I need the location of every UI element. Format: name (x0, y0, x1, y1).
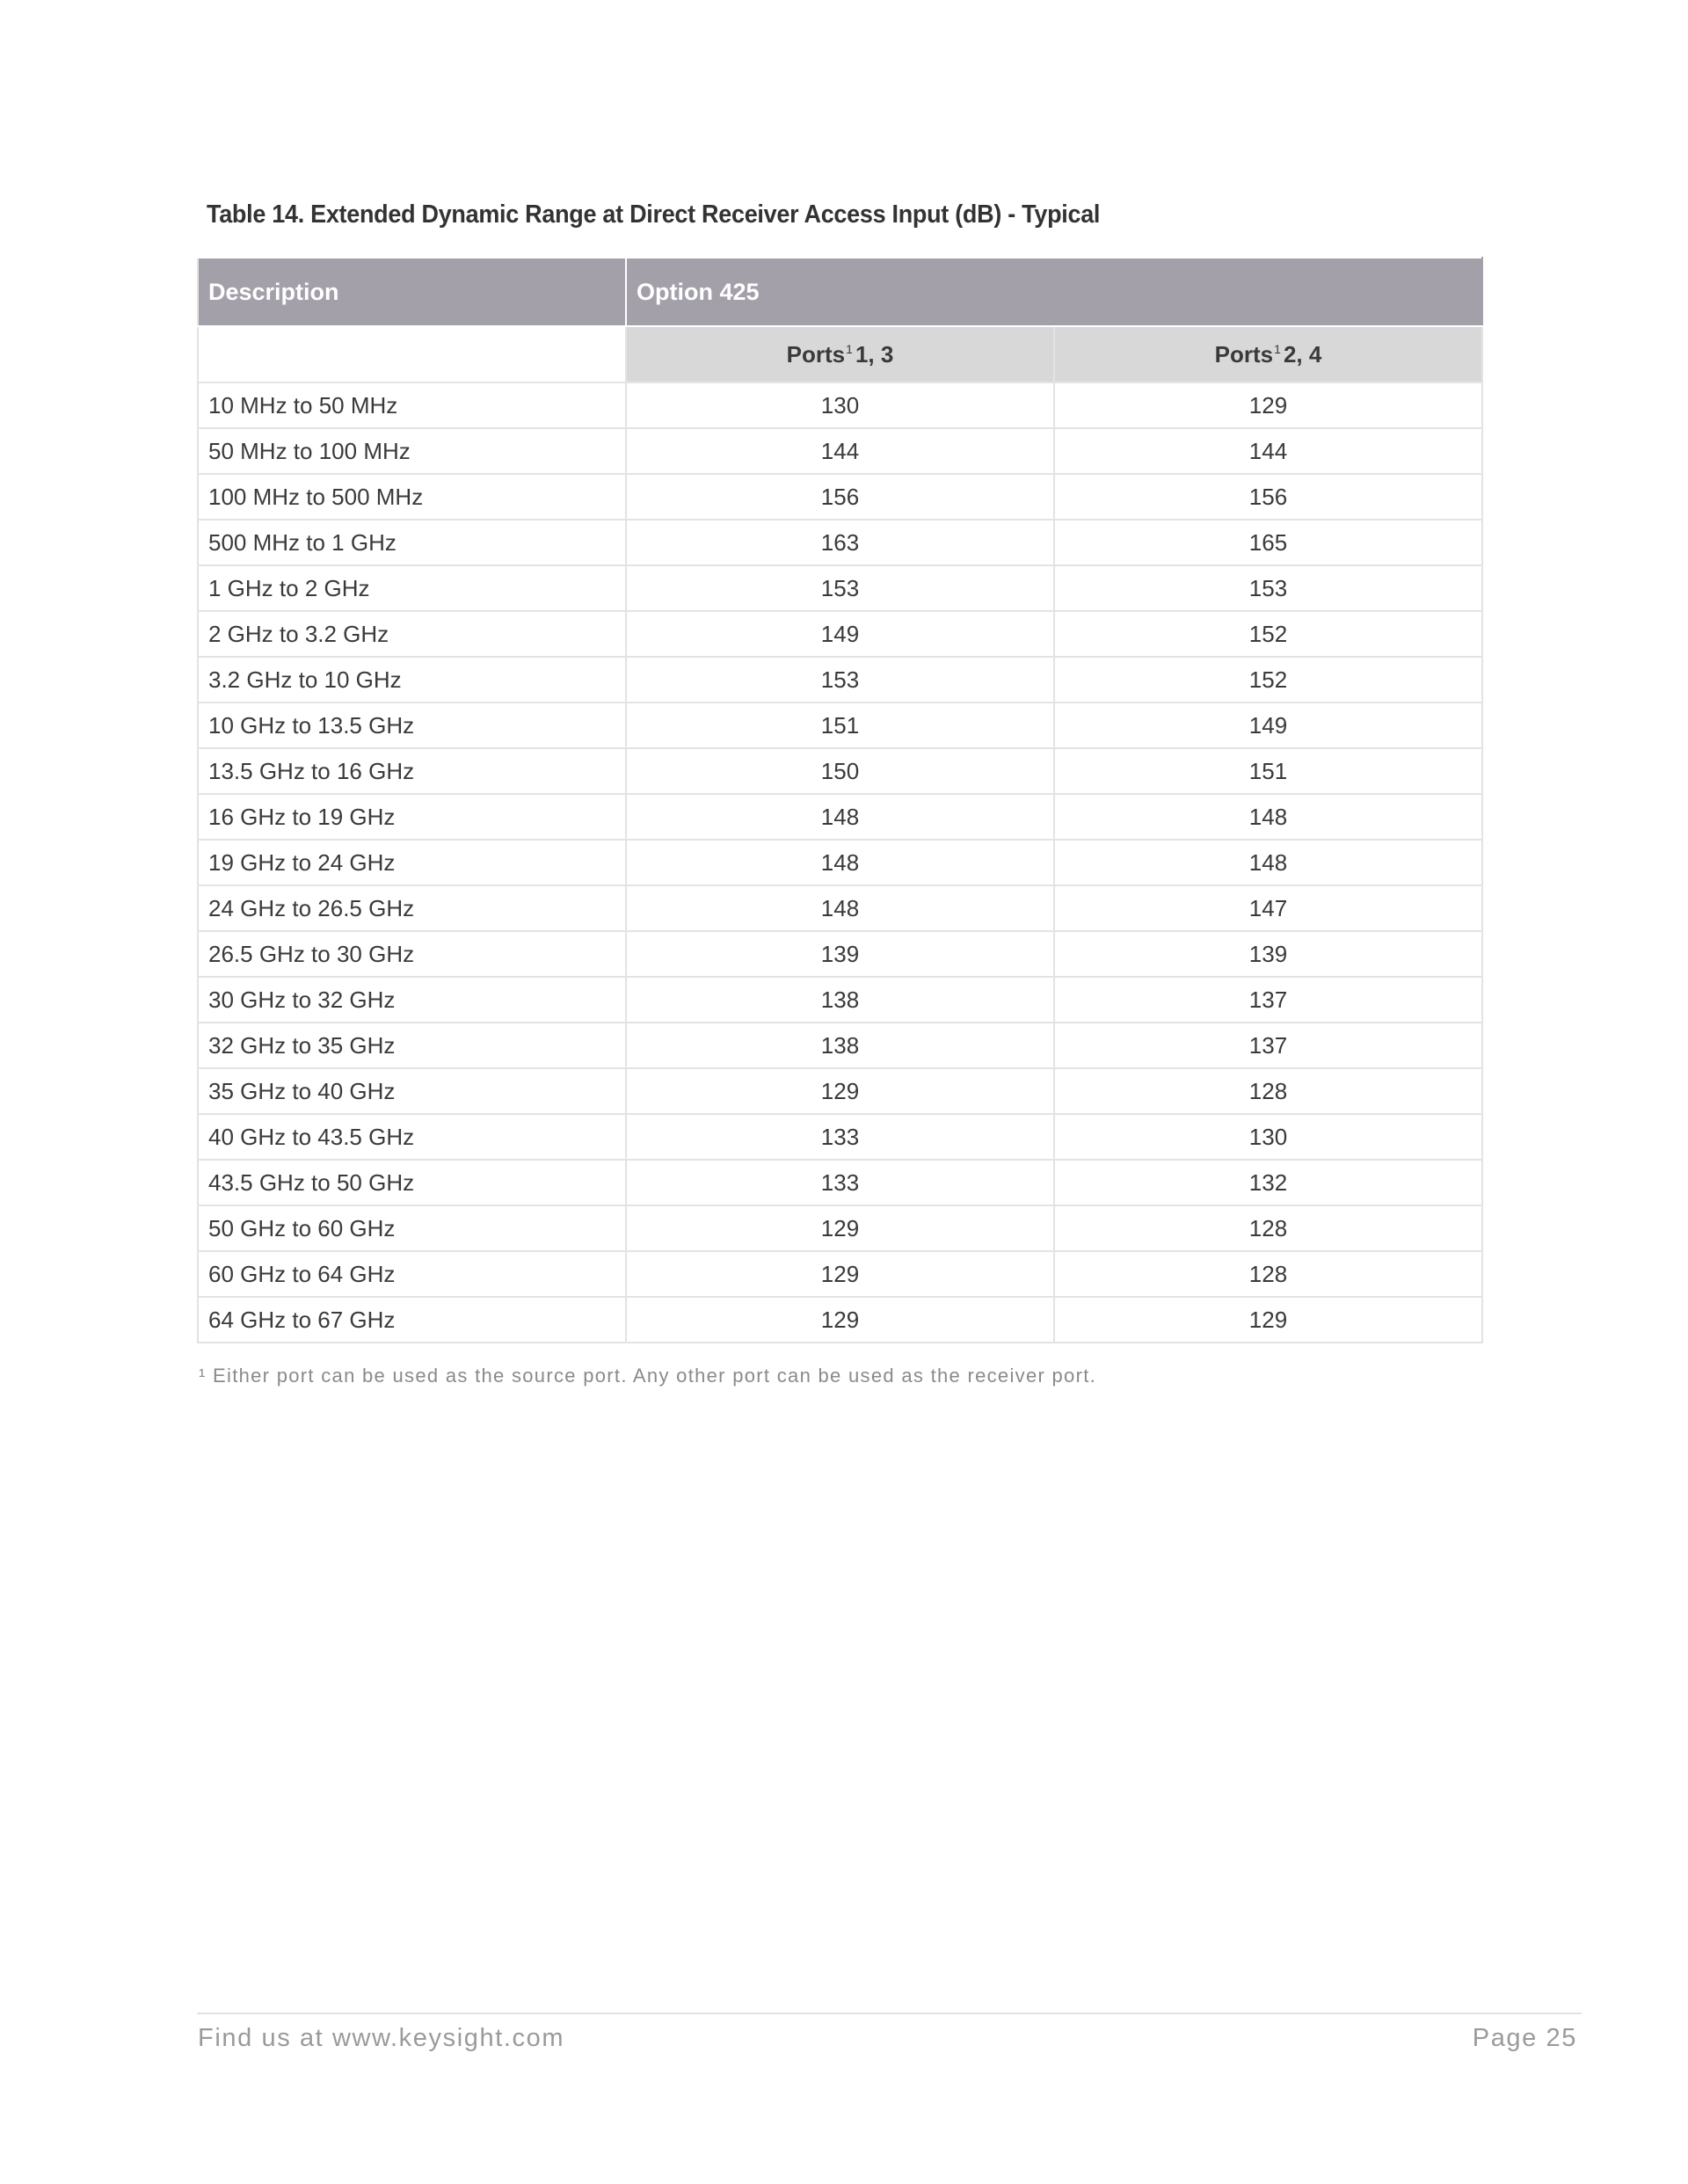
row-description: 24 GHz to 26.5 GHz (198, 885, 626, 931)
row-value-ports-2-4: 144 (1054, 428, 1482, 474)
row-value-ports-2-4: 156 (1054, 474, 1482, 520)
footnote-marker: 1 (1274, 341, 1281, 356)
row-description: 64 GHz to 67 GHz (198, 1297, 626, 1343)
footnote: ¹ Either port can be used as the source port. Any other port can be used as the receiver port. (199, 1365, 1097, 1387)
table-row (198, 931, 1482, 977)
subheader-ports-2-4 (1054, 326, 1482, 382)
row-description: 32 GHz to 35 GHz (198, 1023, 626, 1068)
row-value-ports-1-3: 138 (626, 977, 1054, 1023)
row-description: 26.5 GHz to 30 GHz (198, 931, 626, 977)
row-value-ports-2-4: 152 (1054, 657, 1482, 703)
dynamic-range-table (197, 257, 1483, 1343)
row-value-ports-1-3: 133 (626, 1114, 1054, 1160)
row-description: 16 GHz to 19 GHz (198, 794, 626, 840)
row-value-ports-2-4: 128 (1054, 1251, 1482, 1297)
row-description: 43.5 GHz to 50 GHz (198, 1160, 626, 1205)
ports-numbers: 2, 4 (1283, 340, 1322, 368)
row-description: 13.5 GHz to 16 GHz (198, 748, 626, 794)
row-description: 35 GHz to 40 GHz (198, 1068, 626, 1114)
row-value-ports-1-3: 129 (626, 1068, 1054, 1114)
row-value-ports-1-3: 151 (626, 703, 1054, 748)
row-value-ports-1-3: 148 (626, 885, 1054, 931)
table-row (198, 794, 1482, 840)
row-value-ports-1-3: 153 (626, 565, 1054, 611)
row-value-ports-2-4: 152 (1054, 611, 1482, 657)
table-row (198, 1297, 1482, 1343)
row-value-ports-1-3: 148 (626, 794, 1054, 840)
table-row (198, 1205, 1482, 1251)
table-row (198, 977, 1482, 1023)
row-value-ports-1-3: 129 (626, 1251, 1054, 1297)
header-option: Option 425 (626, 258, 1482, 326)
table-row (198, 474, 1482, 520)
table-row (198, 520, 1482, 565)
row-description: 100 MHz to 500 MHz (198, 474, 626, 520)
row-description: 60 GHz to 64 GHz (198, 1251, 626, 1297)
table-row (198, 565, 1482, 611)
ports-numbers: 1, 3 (855, 340, 894, 368)
table-body (198, 382, 1482, 1343)
ports-label: Ports (786, 340, 846, 368)
subheader-ports-1-3 (626, 326, 1054, 382)
row-value-ports-1-3: 138 (626, 1023, 1054, 1068)
row-value-ports-1-3: 149 (626, 611, 1054, 657)
footer-website: Find us at www.keysight.com (198, 2024, 565, 2052)
row-value-ports-2-4: 139 (1054, 931, 1482, 977)
row-description: 10 MHz to 50 MHz (198, 382, 626, 428)
row-description: 50 GHz to 60 GHz (198, 1205, 626, 1251)
row-value-ports-1-3: 156 (626, 474, 1054, 520)
row-value-ports-2-4: 132 (1054, 1160, 1482, 1205)
row-value-ports-2-4: 129 (1054, 382, 1482, 428)
footer-page-number: Page 25 (1472, 2024, 1577, 2052)
row-value-ports-2-4: 129 (1054, 1297, 1482, 1343)
row-description: 40 GHz to 43.5 GHz (198, 1114, 626, 1160)
row-description: 500 MHz to 1 GHz (198, 520, 626, 565)
footnote-marker: 1 (846, 341, 853, 356)
table-row (198, 840, 1482, 885)
row-value-ports-2-4: 151 (1054, 748, 1482, 794)
table-row (198, 1068, 1482, 1114)
row-description: 3.2 GHz to 10 GHz (198, 657, 626, 703)
row-value-ports-1-3: 163 (626, 520, 1054, 565)
row-description: 50 MHz to 100 MHz (198, 428, 626, 474)
table-subheader-row (198, 326, 1482, 382)
row-value-ports-1-3: 133 (626, 1160, 1054, 1205)
table-row (198, 703, 1482, 748)
row-value-ports-1-3: 129 (626, 1205, 1054, 1251)
row-value-ports-2-4: 148 (1054, 840, 1482, 885)
table-header-row (198, 258, 1482, 326)
table-row (198, 1114, 1482, 1160)
row-value-ports-1-3: 144 (626, 428, 1054, 474)
table-row (198, 1023, 1482, 1068)
ports-label: Ports (1214, 340, 1274, 368)
row-value-ports-1-3: 148 (626, 840, 1054, 885)
table-row (198, 382, 1482, 428)
table-row (198, 1251, 1482, 1297)
row-value-ports-1-3: 139 (626, 931, 1054, 977)
row-value-ports-2-4: 149 (1054, 703, 1482, 748)
row-value-ports-1-3: 150 (626, 748, 1054, 794)
row-value-ports-2-4: 153 (1054, 565, 1482, 611)
row-value-ports-2-4: 148 (1054, 794, 1482, 840)
row-value-ports-1-3: 153 (626, 657, 1054, 703)
row-value-ports-2-4: 128 (1054, 1205, 1482, 1251)
row-description: 10 GHz to 13.5 GHz (198, 703, 626, 748)
row-value-ports-1-3: 129 (626, 1297, 1054, 1343)
row-value-ports-2-4: 130 (1054, 1114, 1482, 1160)
table-title: Table 14. Extended Dynamic Range at Direct Receiver Access Input (dB) - Typical (207, 200, 1101, 229)
row-value-ports-1-3: 130 (626, 382, 1054, 428)
row-description: 30 GHz to 32 GHz (198, 977, 626, 1023)
row-value-ports-2-4: 147 (1054, 885, 1482, 931)
table-row (198, 428, 1482, 474)
row-description: 1 GHz to 2 GHz (198, 565, 626, 611)
row-description: 19 GHz to 24 GHz (198, 840, 626, 885)
footer-divider (197, 2013, 1582, 2014)
row-value-ports-2-4: 165 (1054, 520, 1482, 565)
row-description: 2 GHz to 3.2 GHz (198, 611, 626, 657)
table-row (198, 657, 1482, 703)
header-description: Description (198, 258, 626, 326)
subheader-empty-cell (198, 326, 626, 382)
row-value-ports-2-4: 137 (1054, 1023, 1482, 1068)
table-row (198, 1160, 1482, 1205)
row-value-ports-2-4: 128 (1054, 1068, 1482, 1114)
row-value-ports-2-4: 137 (1054, 977, 1482, 1023)
table-row (198, 611, 1482, 657)
table-row (198, 748, 1482, 794)
table-row (198, 885, 1482, 931)
